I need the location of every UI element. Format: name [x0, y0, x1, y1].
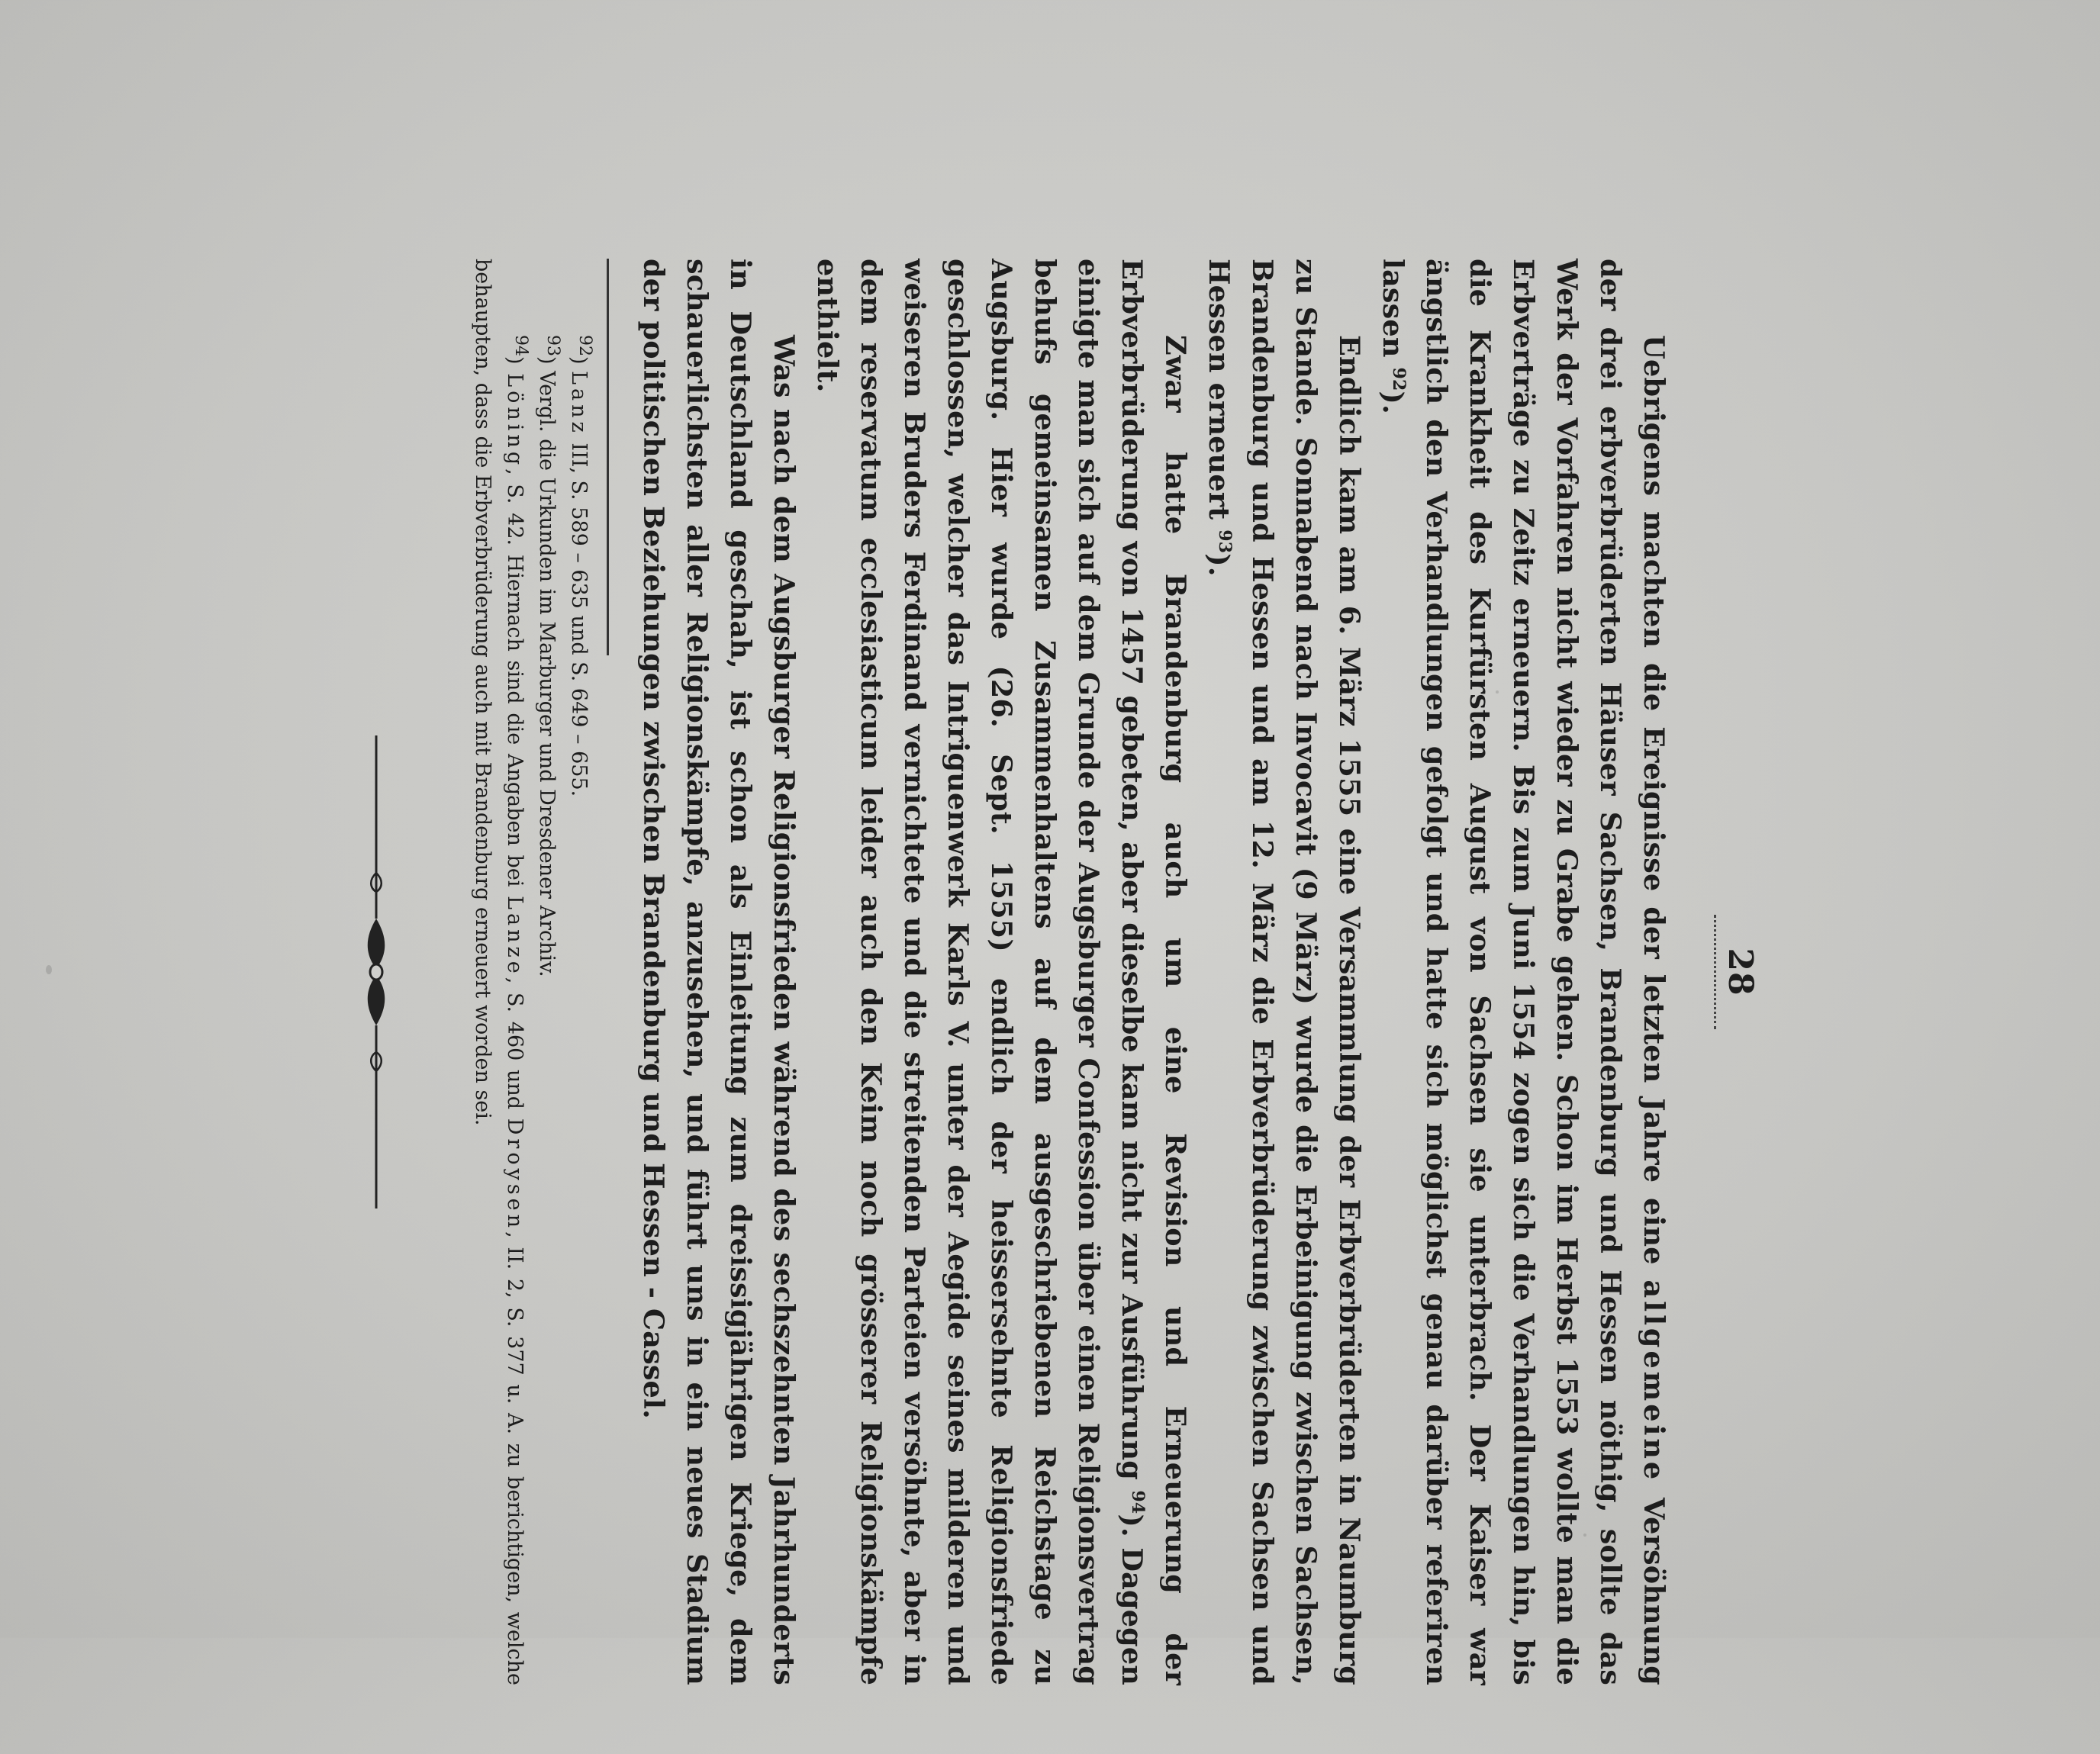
text-run: ) [503, 356, 527, 374]
paragraph [806, 259, 1197, 1685]
footnote-ref: 92 [575, 335, 594, 356]
text-run: ) Vergl. die Urkunden im Marburger und Dresdener Archiv. [535, 356, 559, 977]
text-run: Was nach dem Augsburger Religionsfrieden während des sechszehnten Jahrhunderts in Deutschland geschah, ist schon als Einleitung zum dreissigjährigen Kriege, dem schauerlichsten aller Religionskämpfe, anzusehen, und führt uns in ein neues Stadium der politischen Beziehungen zwischen Brandenburg und Hessen - Cassel. [637, 259, 800, 1685]
text-run: Zwar hatte Brandenburg auch um eine Revision und Erneuerung der Erbverbrüderung von 1457 gebeten, aber dieselbe kam nicht zur Ausführung [1116, 259, 1192, 1685]
spaced-text: Droysen [503, 1118, 527, 1232]
ornament-container [350, 259, 399, 1685]
footnote [562, 259, 594, 1685]
paragraph [632, 259, 806, 1685]
page-number: 28 [1721, 948, 1760, 996]
spaced-text: Lanz [567, 371, 591, 436]
text-run: Versöhnung der drei erbverbrüderten Häuser Sachsen, Brandenburg und Hessen nöthig, sollte das Werk der Vorfahren nicht wieder zu Grabe gehen. Schon im Herbst 1553 wollte man die Erbverträge zu Zeitz erneuern. Bis zum Juni 1554 zogen sich die Verhandlungen hin, bis die Krankheit des Kurfürsten August von Sachsen sie unterbrach. Der Kaiser war ängstlich den Verhandlungen gefolgt und hatte sich möglichst genau darüber referiren lassen [1377, 259, 1670, 1685]
footnote-ref: 92 [1389, 367, 1409, 391]
text-run: III, S. 589 – 635 und S. 649 – 655. [567, 436, 591, 797]
text-run: ). Dagegen einigte man sich auf dem Grunde der Augsburger Confession über einen Religionsvertrag behufs gemeinsamen Zusammenhaltens auf dem ausgeschriebenen Reichstage zu Augsburg. Hier wurde (26. Sept. 1555) endlich der heissersehnte Religionsfriede geschlossen, welcher das Intriguenwerk Karls V. unter der Aegide seines milderen und weiseren Bruders Ferdinand vernichtete und die streitenden Parteien versöhnte, aber in dem reservatum ecclesiasticum leider auch den Keim noch grösserer Religionskämpfe enthielt. [811, 259, 1148, 1685]
text-run: ). [1203, 553, 1235, 577]
footnote-ref: 94 [1128, 1490, 1148, 1514]
text-run: ). [1377, 391, 1409, 414]
footnote-ref: 93 [543, 335, 562, 356]
document-page [0, 190, 1832, 1754]
paragraph [1371, 259, 1676, 1685]
footnote [530, 259, 562, 1685]
paragraph [1197, 259, 1371, 1685]
ornament-flourish-icon [353, 735, 399, 1208]
footnotes [466, 259, 594, 1685]
header-dotted-rule [1714, 915, 1716, 1029]
page-header [1691, 259, 1760, 1685]
spaced-text: Lanze [503, 896, 527, 977]
text-run: ) [567, 356, 591, 372]
footnote [466, 259, 530, 1685]
text-run: , S. 42. Hiernach sind die Angaben bei [503, 468, 527, 896]
footnote-ref: 93 [1215, 529, 1235, 554]
text-run: , II. 2, S. 377 u. A. zu berichtigen, welche behaupten, dass die Erbverbrüderung auch mit Brandenburg erneuert worden sei. [471, 259, 527, 1685]
footnote-ref: 94 [511, 335, 530, 356]
body-text [632, 259, 1676, 1685]
spaced-text: allgemeine [1638, 1279, 1670, 1483]
text-run: , S. 460 und [503, 977, 527, 1118]
text-run: Endlich kam am 6. März 1555 eine Versammlung der Erbverbrüderten in Naumburg zu Stande. Sonnabend nach Invocavit (9 März) wurde die Erbeinigung zwischen Sachsen, Brandenburg und Hessen und am 12. März die Erbverbrüderung zwischen Sachsen und Hessen erneuert [1203, 259, 1366, 1685]
spaced-text: Löning [503, 373, 527, 469]
footnote-rule [607, 259, 609, 655]
text-run: Uebrigens machten die Ereignisse der letzten Jahre eine [1638, 335, 1670, 1280]
